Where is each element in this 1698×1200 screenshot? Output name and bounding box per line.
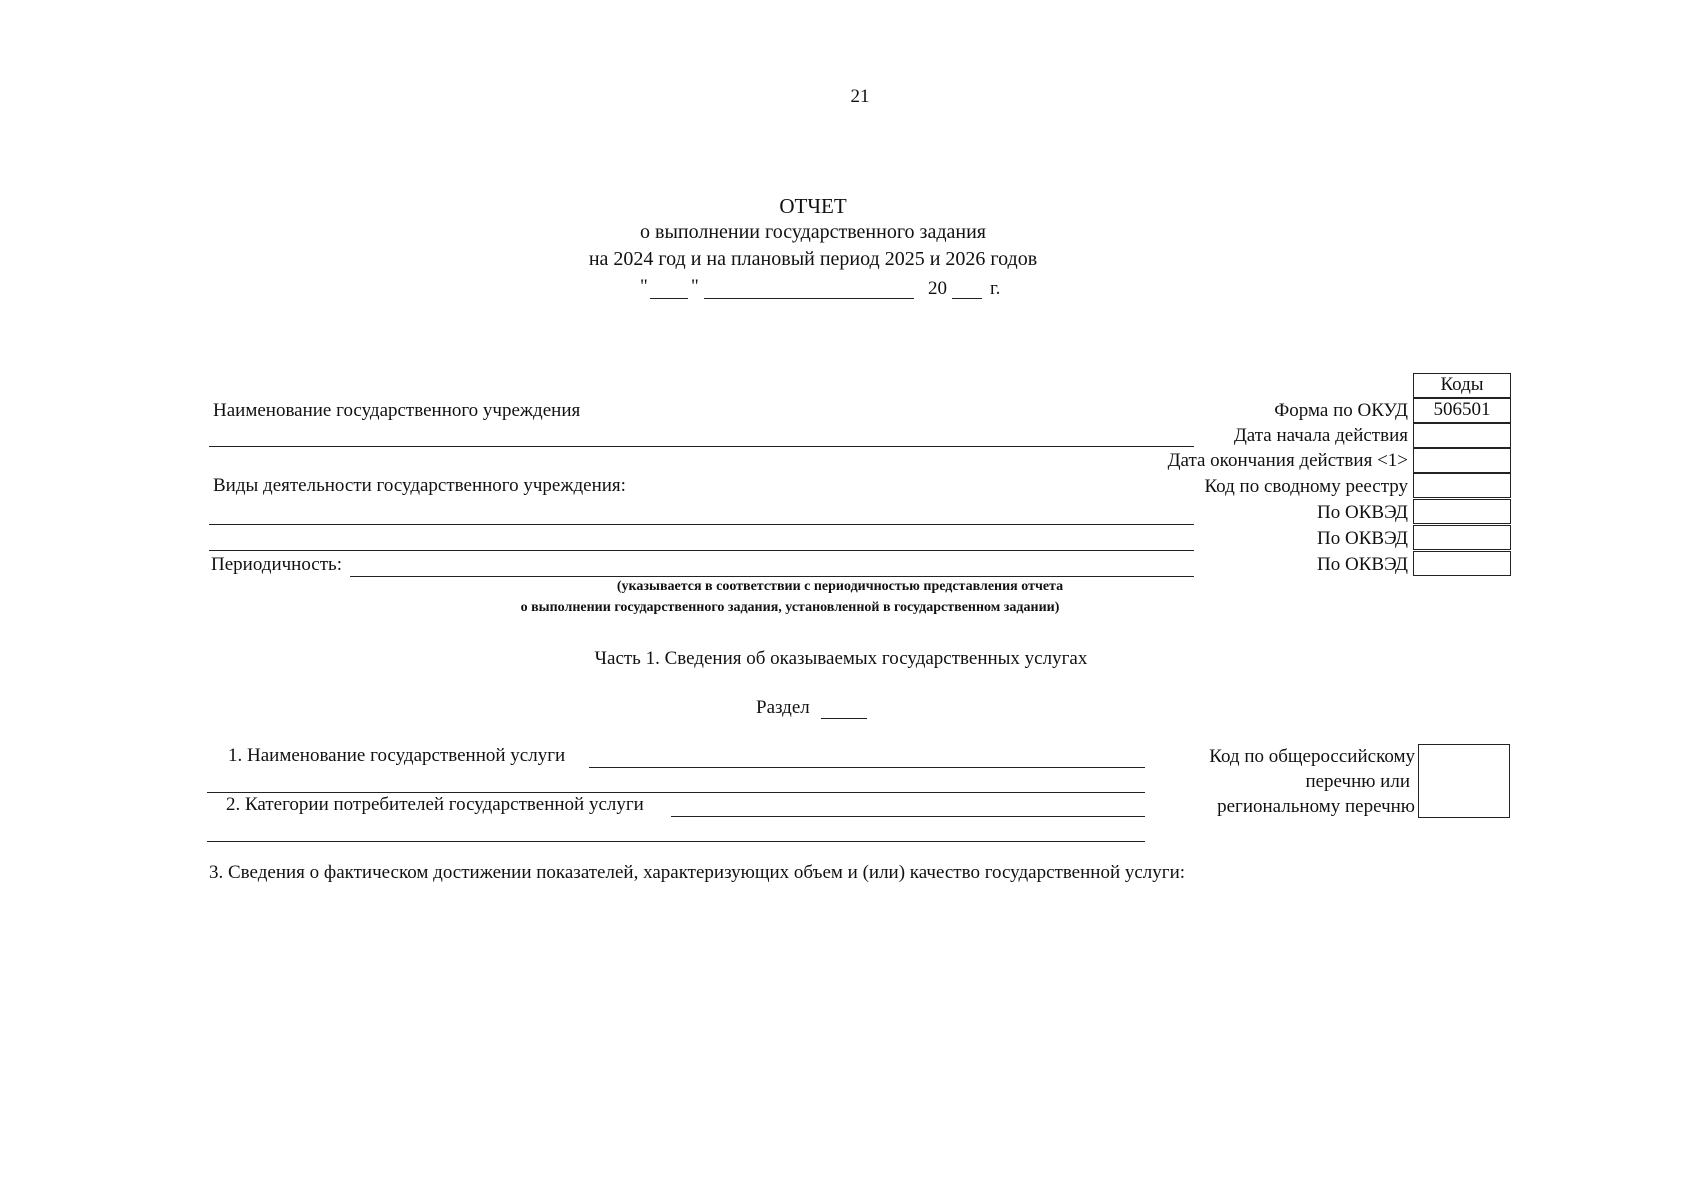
page-number: 21 — [850, 86, 870, 107]
date-quote-open: " — [640, 276, 648, 297]
date-year-field[interactable] — [952, 298, 982, 299]
service-name-label: 1. Наименование государственной услуги — [228, 745, 566, 766]
registry-code-label-3: региональному перечню — [1217, 796, 1415, 817]
code-label-okud: Форма по ОКУД — [1274, 400, 1408, 421]
service-name-field-2[interactable] — [207, 792, 1145, 793]
code-cell-okved-2[interactable] — [1413, 525, 1511, 550]
activity-types-field-1[interactable] — [209, 524, 1194, 525]
code-cell-registry[interactable] — [1413, 473, 1511, 498]
code-cell-okud[interactable]: 506501 — [1413, 398, 1511, 423]
section-label: Раздел — [756, 697, 810, 718]
report-period: на 2024 год и на плановый период 2025 и 2026 годов — [588, 248, 1038, 270]
code-label-start-date: Дата начала действия — [1233, 425, 1408, 446]
consumers-field[interactable] — [671, 816, 1145, 817]
code-cell-okved-3[interactable] — [1413, 551, 1511, 576]
report-subtitle: о выполнении государственного задания — [640, 221, 986, 243]
code-cell-okved-1[interactable] — [1413, 499, 1511, 524]
consumers-field-2[interactable] — [207, 841, 1145, 842]
code-label-okved-1: По ОКВЭД — [1317, 502, 1408, 523]
part1-title: Часть 1. Сведения об оказываемых государственных услугах — [594, 648, 1088, 669]
service-name-field[interactable] — [589, 767, 1145, 768]
consumers-label: 2. Категории потребителей государственной услуги — [226, 794, 644, 815]
section-number-field[interactable] — [821, 718, 867, 719]
report-title: ОТЧЕТ — [779, 194, 847, 218]
code-label-registry: Код по сводному реестру — [1204, 476, 1408, 497]
date-month-field[interactable] — [704, 298, 914, 299]
code-cell-start-date[interactable] — [1413, 423, 1511, 448]
institution-name-field[interactable] — [209, 446, 1194, 447]
institution-name-label: Наименование государственного учреждения — [213, 400, 581, 421]
codes-header: Коды — [1413, 373, 1511, 398]
periodicity-label: Периодичность: — [211, 554, 342, 575]
activity-types-field-2[interactable] — [209, 550, 1194, 551]
activity-types-label: Виды деятельности государственного учреждения: — [213, 475, 626, 496]
code-label-okved-2: По ОКВЭД — [1317, 528, 1408, 549]
registry-code-label-2: перечню или — [1305, 771, 1410, 792]
indicators-heading: 3. Сведения о фактическом достижении показателей, характеризующих объем и (или) качество государственной услуги: — [209, 862, 1186, 883]
registry-code-label-1: Код по общероссийскому — [1209, 746, 1415, 767]
date-year-prefix: 20 — [928, 278, 947, 299]
periodicity-note-2: о выполнении государственного задания, установленной в государственном задании) — [520, 600, 1060, 615]
code-label-okved-3: По ОКВЭД — [1317, 554, 1408, 575]
periodicity-note-1: (указывается в соответствии с периодичностью представления отчета — [616, 579, 1064, 594]
code-label-end-date: Дата окончания действия <1> — [1167, 450, 1408, 471]
registry-code-box[interactable] — [1418, 744, 1510, 818]
date-year-suffix: г. — [990, 278, 1001, 299]
date-quote-close: " — [691, 276, 699, 297]
date-day-field[interactable] — [650, 298, 688, 299]
code-cell-end-date[interactable] — [1413, 448, 1511, 473]
